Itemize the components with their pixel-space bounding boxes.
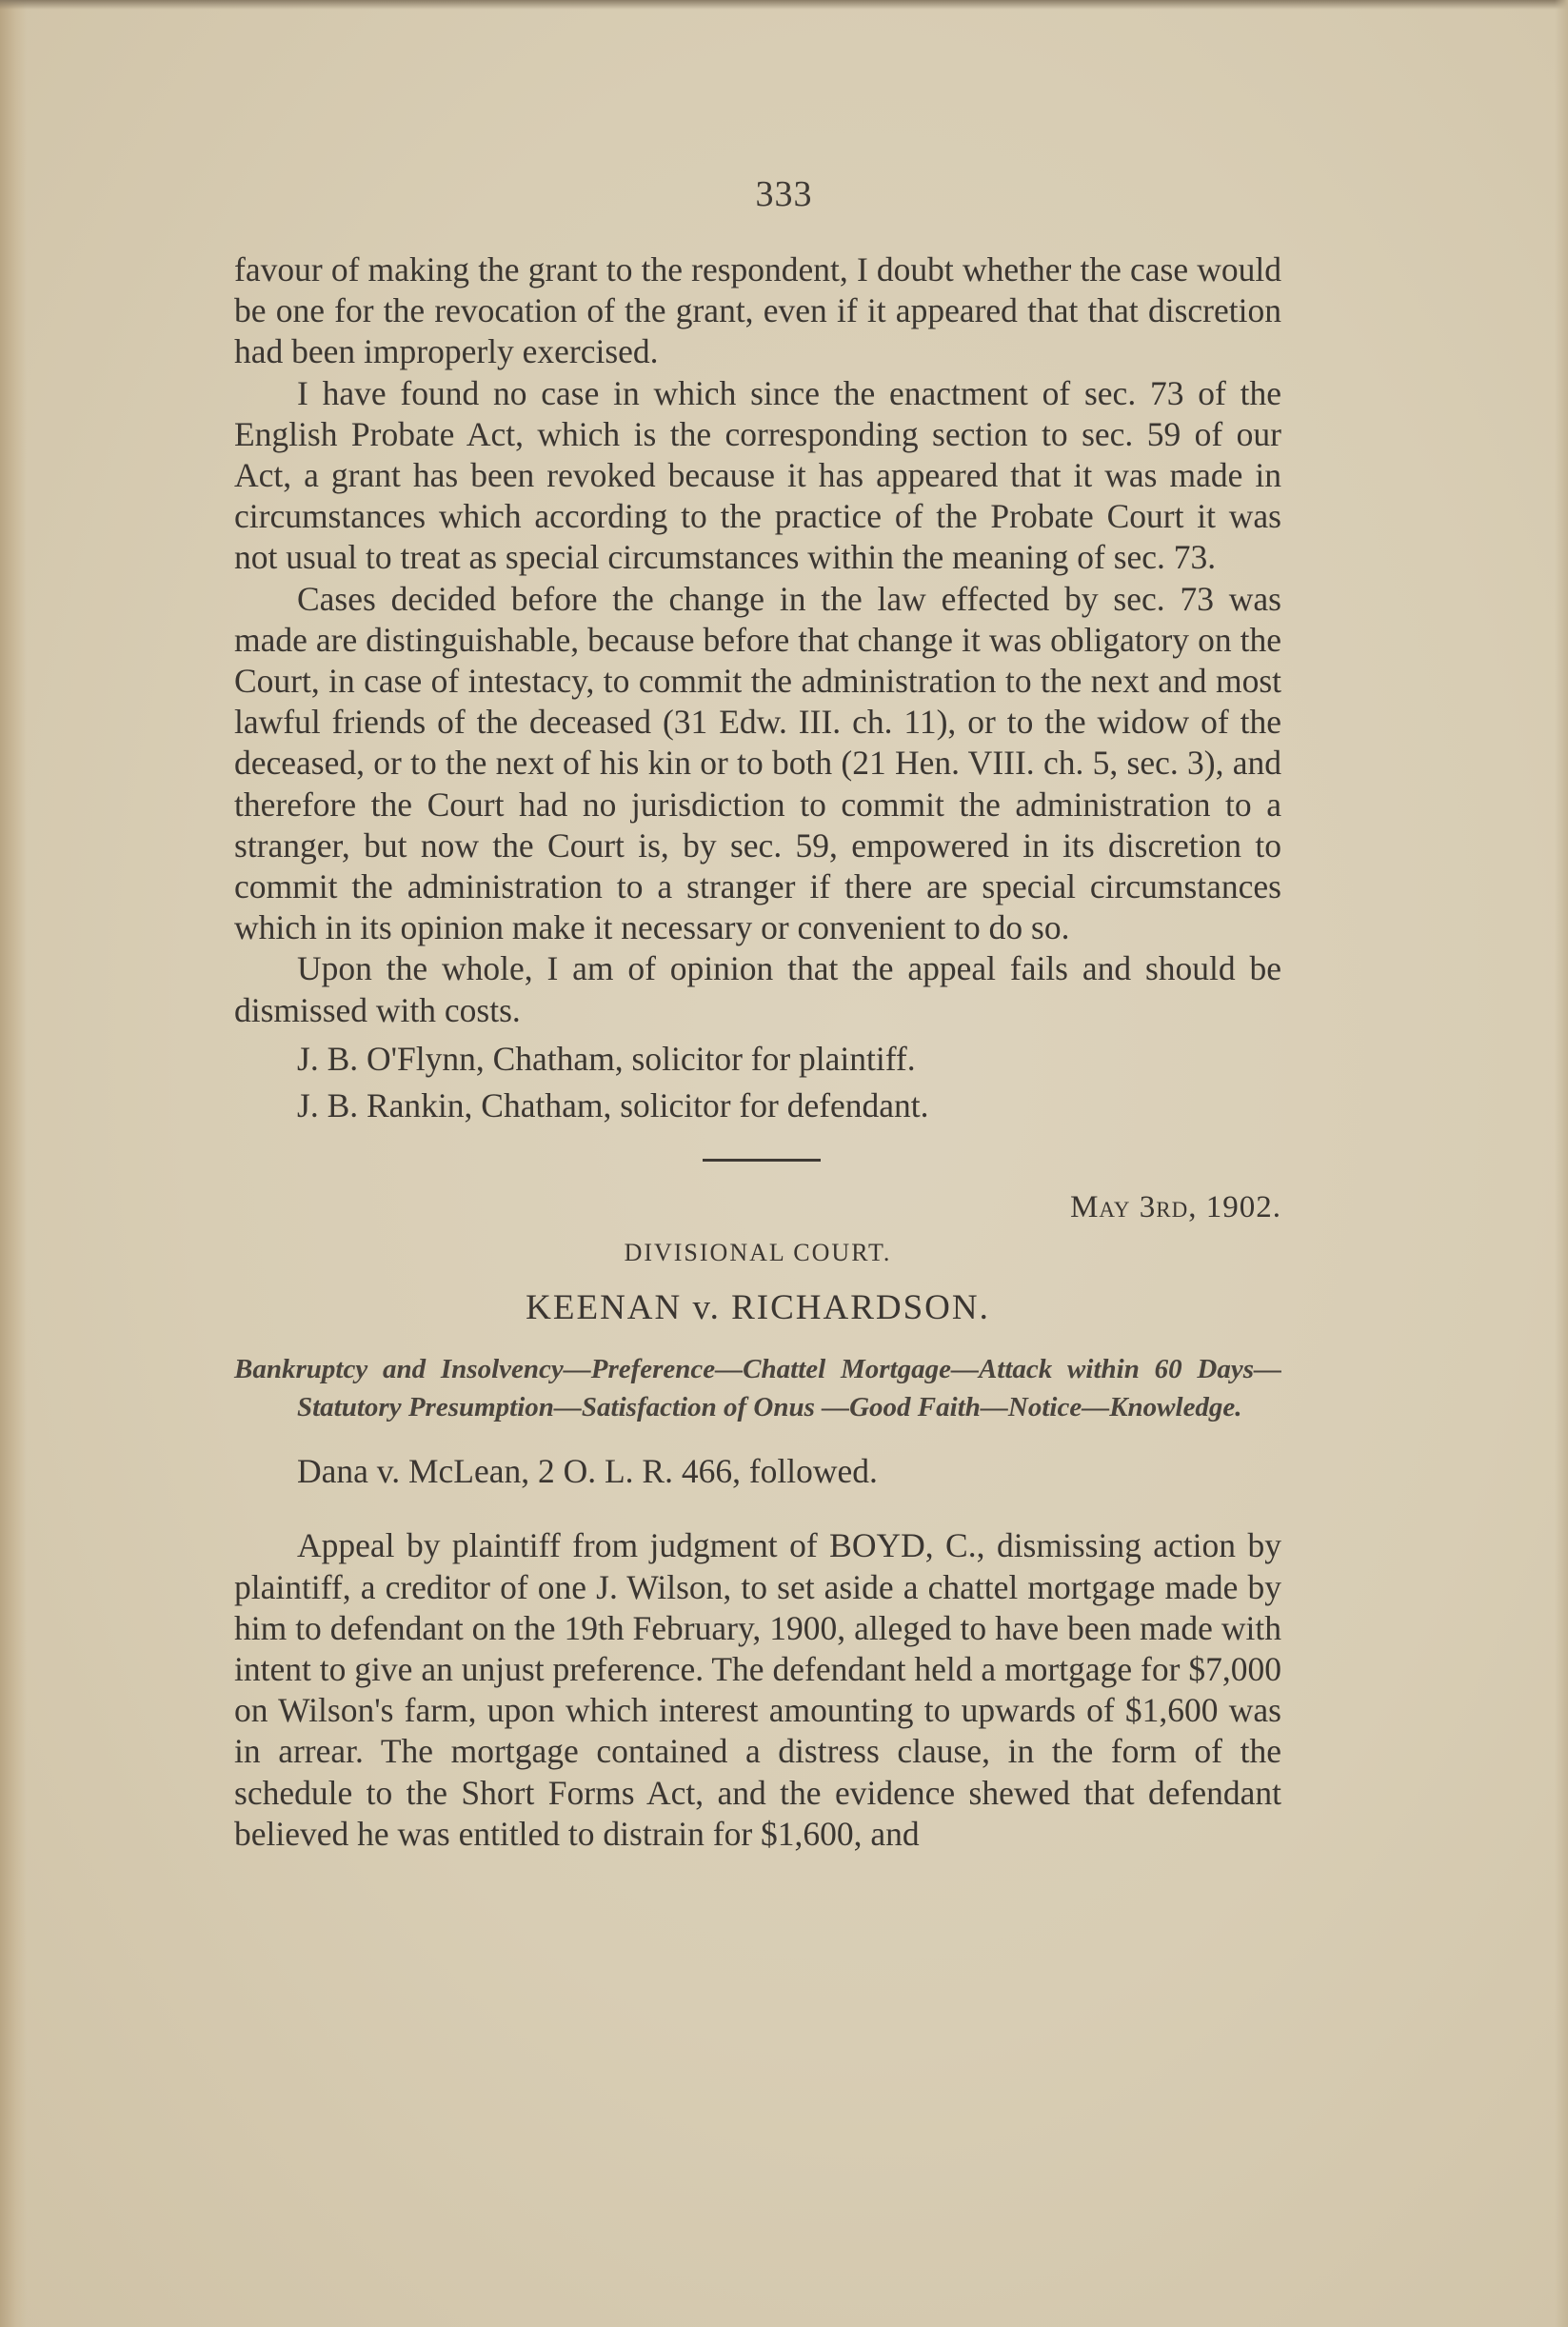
page-right-edge: [1555, 0, 1568, 2327]
case-date: [234, 1188, 1281, 1226]
court-name: DIVISIONAL COURT.: [624, 1238, 892, 1266]
page-content: [234, 249, 1281, 1855]
paragraph-conclusion: Upon the whole, I am of opinion that the appeal fails and should be dismissed with costs.: [234, 949, 1281, 1029]
page-top-edge: [0, 0, 1568, 10]
book-spine-shadow: [0, 0, 27, 2327]
case-date-text: May 3rd, 1902.: [1070, 1189, 1281, 1224]
counsel-plaintiff: J. B. O'Flynn, Chatham, solicitor for plaintiff.: [297, 1039, 916, 1078]
case-followed: Dana v. McLean, 2 O. L. R. 466, followed.: [297, 1451, 878, 1490]
paragraph-appeal: Appeal by plaintiff from judgment of BOYD, C., dismissing action by plaintiff, a creditor of one J. Wilson, to set aside a chattel mortgage made by him to defendant on the 19th February, 1900, alleged to have been made with intent to give an unjust preference. The defendant held a mortgage for $7,000 on Wilson's farm, upon which interest amounting to upwards of $1,600 was in arrear. The mortgage contained a distress clause, in the form of the schedule to the Short Forms Act, and the evidence shewed that defendant believed he was entitled to distrain for $1,600, and: [234, 1526, 1281, 1853]
paragraph-probate-act: I have found no case in which since the enactment of sec. 73 of the English Probate Act, which is the corresponding section to sec. 59 of our Act, a grant has been revoked because it has appeared that it was made in circumstances which according to the practice of the Probate Court it was not usual to treat as special circumstances within the meaning of sec. 73.: [234, 373, 1281, 577]
paragraph-continuation: favour of making the grant to the respondent, I doubt whether the case would be one for the revocation of the grant, even if it appeared that that discretion had been improperly exercised.: [234, 250, 1281, 371]
counsel-defendant: J. B. Rankin, Chatham, solicitor for defendant.: [297, 1085, 929, 1124]
headnote: Bankruptcy and Insolvency—Preference—Chattel Mortgage—Attack within 60 Days—Statutory Presumption—Satisfaction of Onus —Good Faith—Notice—Knowledge.: [234, 1353, 1281, 1422]
paragraph-cases-decided: Cases decided before the change in the law effected by sec. 73 was made are distinguishable, because before that change it was obligatory on the Court, in case of intestacy, to commit the administration to the next and most lawful friends of the deceased (31 Edw. III. ch. 11), or to the widow of the deceased, or to the next of his kin or to both (21 Hen. VIII. ch. 5, sec. 3), and therefore the Court had no jurisdiction to commit the administration to a stranger, but now the Court is, by sec. 59, empowered in its discretion to commit the administration to a stranger if there are special circumstances which in its opinion make it necessary or convenient to do so.: [234, 579, 1281, 947]
case-title: KEENAN v. RICHARDSON.: [526, 1287, 990, 1327]
page-number: 333: [755, 174, 813, 214]
section-divider: [703, 1159, 821, 1162]
